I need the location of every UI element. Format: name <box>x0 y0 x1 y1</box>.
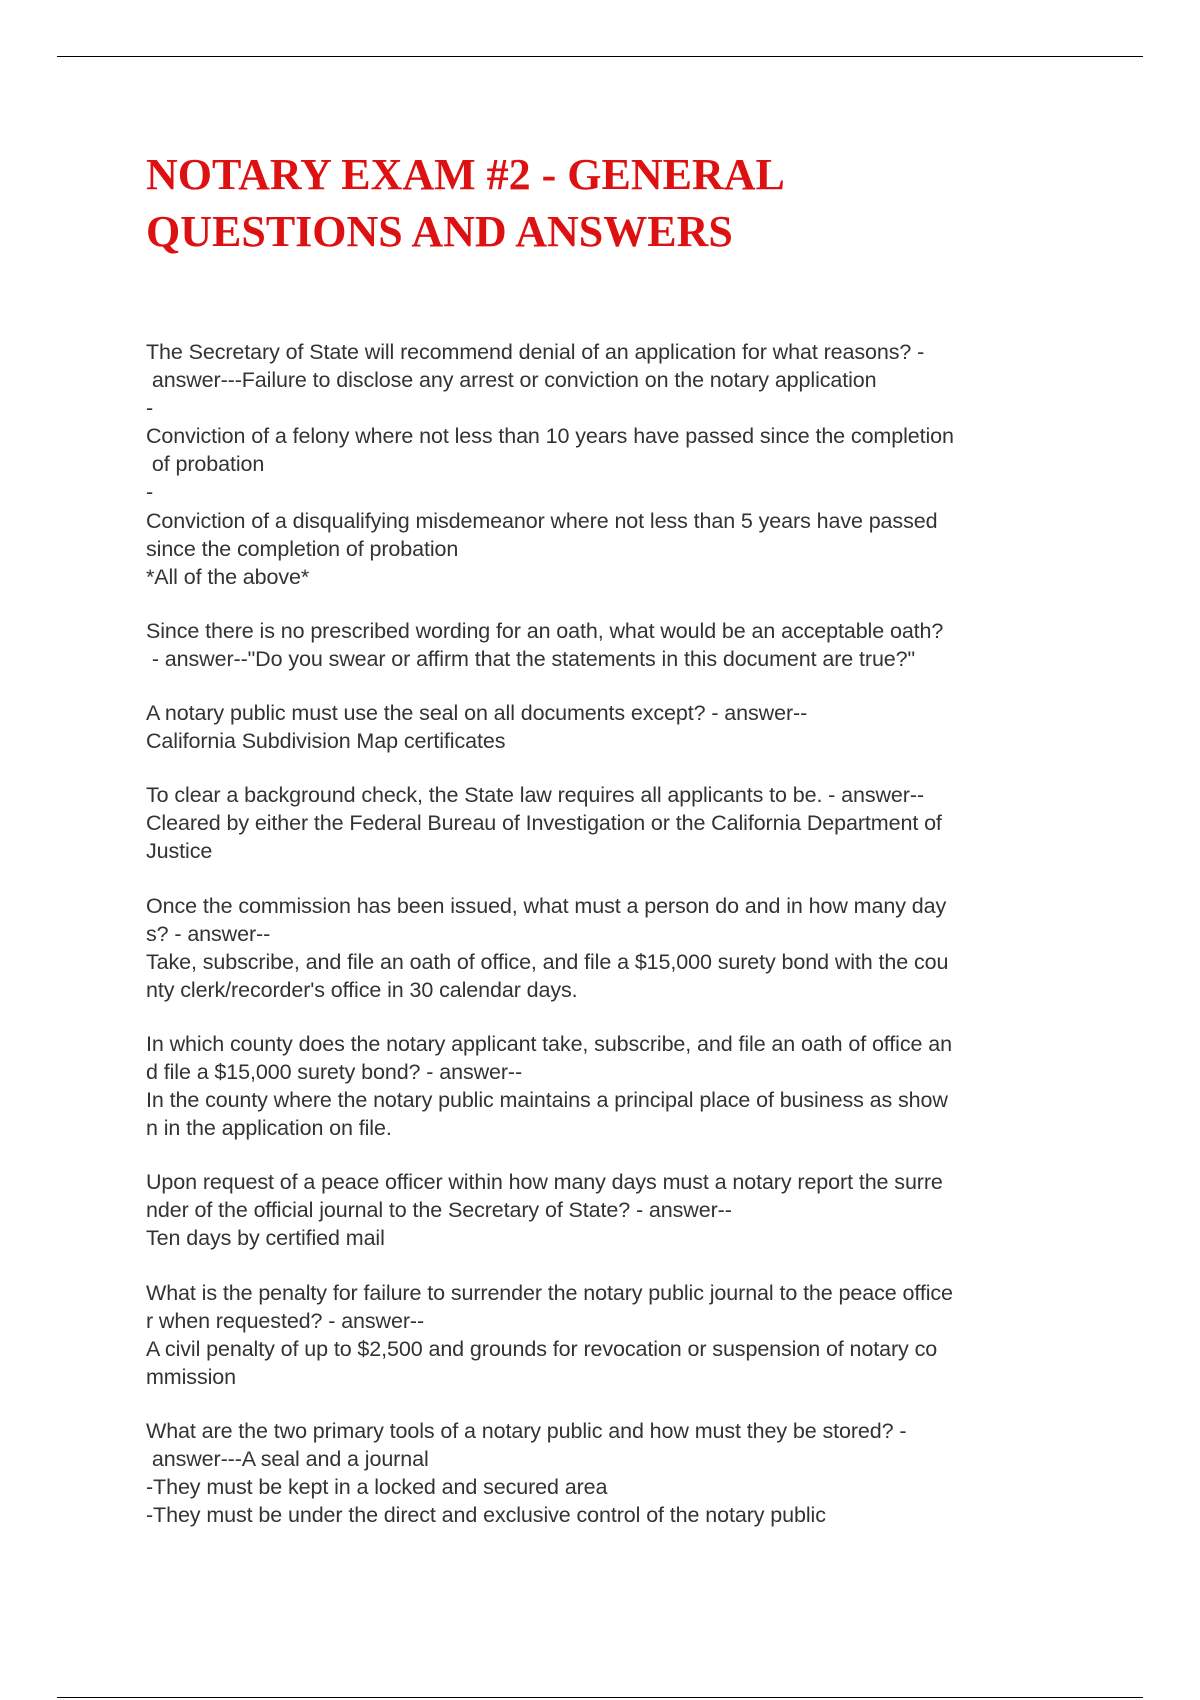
qa-item <box>146 892 1066 1004</box>
qa-line: mmission <box>146 1364 236 1389</box>
qa-line: Since there is no prescribed wording for an oath, what would be an acceptable oath? <box>146 618 944 643</box>
qa-line: Once the commission has been issued, what must a person do and in how many day <box>146 893 947 918</box>
qa-line: answer---Failure to disclose any arrest or conviction on the notary application <box>146 368 877 393</box>
qa-line: d file a $15,000 surety bond? - answer-- <box>146 1059 523 1084</box>
qa-line: - <box>146 396 154 421</box>
qa-line: California Subdivision Map certificates <box>146 729 506 754</box>
title-line-1: NOTARY EXAM #2 - GENERAL <box>146 150 785 199</box>
qa-line: In the county where the notary public maintains a principal place of business as show <box>146 1088 948 1113</box>
qa-line: -They must be kept in a locked and secured area <box>146 1475 608 1500</box>
qa-line: Upon request of a peace officer within how many days must a notary report the surre <box>146 1170 943 1195</box>
qa-line: What is the penalty for failure to surrender the notary public journal to the peace office <box>146 1280 953 1305</box>
top-rule <box>57 56 1143 57</box>
qa-line: In which county does the notary applicant take, subscribe, and file an oath of office an <box>146 1031 952 1056</box>
qa-line: Conviction of a disqualifying misdemeanor where not less than 5 years have passed <box>146 508 938 533</box>
qa-item <box>146 781 1066 865</box>
qa-line: -They must be under the direct and exclusive control of the notary public <box>146 1503 826 1528</box>
qa-item <box>146 1417 1066 1529</box>
qa-item <box>146 699 1066 755</box>
qa-item <box>146 1168 1066 1252</box>
qa-line: *All of the above* <box>146 564 310 589</box>
qa-line: nder of the official journal to the Secretary of State? - answer-- <box>146 1198 732 1223</box>
qa-list <box>146 338 1066 1555</box>
qa-line: The Secretary of State will recommend denial of an application for what reasons? - <box>146 340 925 364</box>
qa-item <box>146 1030 1066 1142</box>
qa-line: - answer--"Do you swear or affirm that the statements in this document are true?" <box>146 646 916 671</box>
qa-line: since the completion of probation <box>146 536 459 561</box>
qa-line: What are the two primary tools of a notary public and how must they be stored? - <box>146 1418 907 1443</box>
document-title <box>146 146 1076 260</box>
qa-line: Conviction of a felony where not less than 10 years have passed since the completion <box>146 424 954 449</box>
qa-line: Ten days by certified mail <box>146 1226 385 1251</box>
qa-line: - <box>146 480 154 505</box>
qa-line: n in the application on file. <box>146 1116 392 1141</box>
qa-line: A civil penalty of up to $2,500 and grounds for revocation or suspension of notary co <box>146 1336 938 1361</box>
qa-line: answer---A seal and a journal <box>146 1447 429 1471</box>
qa-line: Cleared by either the Federal Bureau of Investigation or the California Department of <box>146 811 942 836</box>
qa-line: To clear a background check, the State law requires all applicants to be. - answer-- <box>146 783 924 808</box>
bottom-rule <box>57 1697 1143 1698</box>
qa-line: A notary public must use the seal on all documents except? - answer-- <box>146 701 808 726</box>
qa-item <box>146 338 1066 591</box>
qa-item <box>146 617 1066 673</box>
qa-line: of probation <box>146 452 265 477</box>
qa-line: Justice <box>146 839 213 864</box>
title-line-2: QUESTIONS AND ANSWERS <box>146 207 733 256</box>
qa-line: Take, subscribe, and file an oath of office, and file a $15,000 surety bond with the cou <box>146 949 949 974</box>
qa-line: s? - answer-- <box>146 921 271 946</box>
qa-line: r when requested? - answer-- <box>146 1308 425 1333</box>
qa-line: nty clerk/recorder's office in 30 calendar days. <box>146 977 578 1002</box>
qa-item <box>146 1279 1066 1391</box>
